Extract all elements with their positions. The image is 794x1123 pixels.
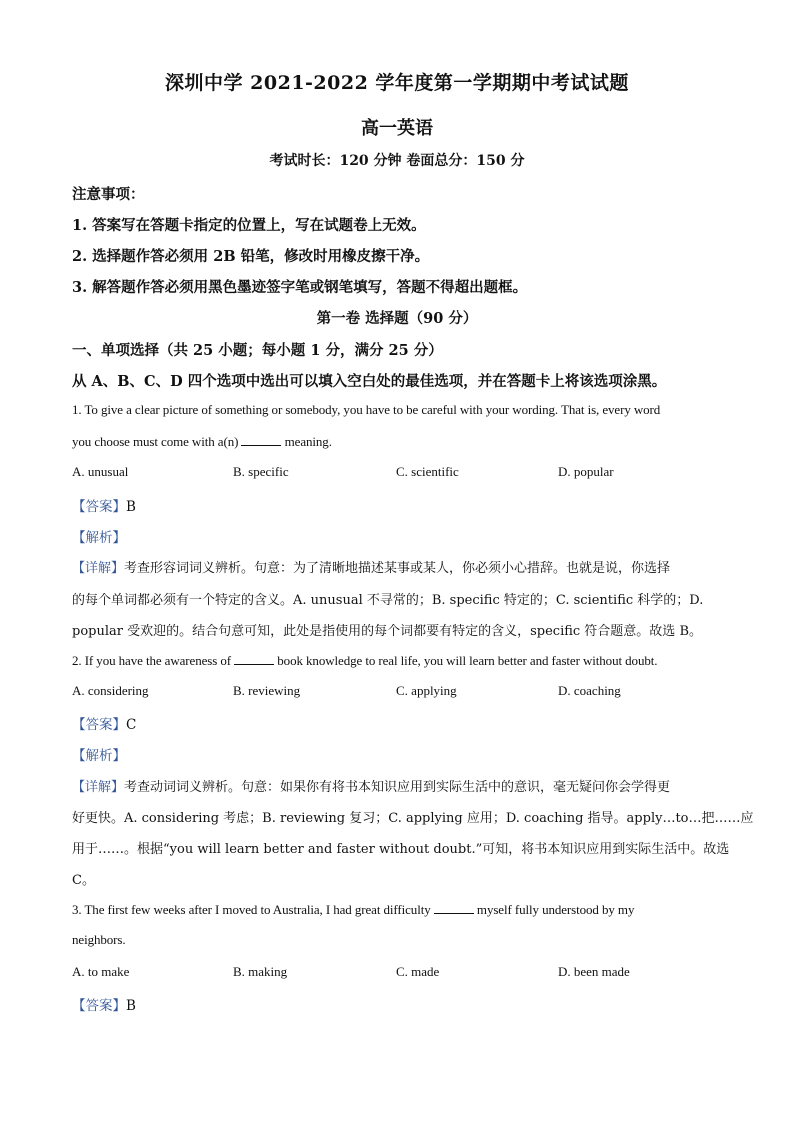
analysis-tag: 【解析】 [72, 748, 126, 764]
part-instruction: 从 A、B、C、D 四个选项中选出可以填入空白处的最佳选项，并在答题卡上将该选项涂黑。 [72, 373, 667, 390]
answer-value: C [126, 717, 137, 733]
question-stem: 2. If you have the awareness of book knowledge to real life, you will learn better and faster without doubt. [72, 653, 658, 668]
option-d: D. popular [558, 464, 614, 479]
option-b: B. reviewing [233, 683, 301, 698]
answer-blank [241, 433, 281, 446]
detail-line: 【详解】考查形容词词义辨析。句意：为了清晰地描述某事或某人，你必须小心措辞。也就是说，你选择 [72, 561, 671, 576]
part-heading: 一、单项选择（共 25 小题；每小题 1 分，满分 25 分） [72, 342, 443, 359]
detail-line: C。 [72, 873, 95, 888]
option-a: A. considering [72, 683, 149, 698]
option-b: B. specific [233, 464, 289, 479]
volume-heading: 第一卷 选择题（90 分） [316, 310, 478, 327]
detail-line: popular 受欢迎的。结合句意可知，此处是指使用的每个词都要有特定的含义，specific 符合题意。故选 B。 [72, 624, 702, 639]
option-c: C. applying [396, 683, 457, 698]
analysis-tag: 【解析】 [72, 530, 126, 546]
option-d: D. coaching [558, 683, 621, 698]
detail-line: 用于……。根据“you will learn better and faster without doubt.”可知，将书本知识应用到实际生活中。故选 [72, 842, 730, 857]
answer-tag: 【答案】 [72, 998, 126, 1014]
note-item: 3. 解答题作答必须用黑色墨迹签字笔或钢笔填写，答题不得超出题框。 [72, 279, 528, 296]
option-c: C. made [396, 964, 440, 979]
notes-heading: 注意事项： [72, 186, 145, 203]
option-d: D. been made [558, 964, 630, 979]
exam-subtitle: 高一英语 [361, 118, 433, 139]
answer-blank [234, 652, 274, 665]
detail-tag: 【详解】 [72, 561, 125, 576]
question-stem: 1. To give a clear picture of something or somebody, you have to be careful with your wording. That is, every word [72, 402, 661, 417]
answer-tag: 【答案】 [72, 717, 126, 733]
option-c: C. scientific [396, 464, 459, 479]
question-stem: 3. The first few weeks after I moved to Australia, I had great difficulty myself fully understood by my [72, 902, 635, 917]
answer-value: B [126, 499, 136, 515]
detail-tag: 【详解】 [72, 780, 125, 795]
option-a: A. unusual [72, 464, 129, 479]
detail-line: 的每个单词都必须有一个特定的含义。A. unusual 不寻常的；B. specific 特定的；C. scientific 科学的；D. [72, 593, 704, 608]
exam-meta: 考试时长：120 分钟 卷面总分：150 分 [269, 153, 525, 169]
answer-blank [434, 901, 474, 914]
answer-line [72, 495, 136, 515]
answer-line [72, 994, 136, 1014]
question-stem: neighbors. [72, 932, 126, 947]
answer-line [72, 713, 136, 733]
detail-line: 【详解】考查动词词义辨析。句意：如果你有将书本知识应用到实际生活中的意识，毫无疑问你会学得更 [72, 780, 671, 795]
exam-title: 深圳中学 2021-2022 学年度第一学期期中考试试题 [165, 72, 629, 94]
option-a: A. to make [72, 964, 130, 979]
option-b: B. making [233, 964, 288, 979]
note-item: 2. 选择题作答必须用 2B 铅笔，修改时用橡皮擦干净。 [72, 248, 430, 265]
detail-line: 好更快。A. considering 考虑；B. reviewing 复习；C. applying 应用；D. coaching 指导。apply…to…把……应 [72, 811, 754, 826]
note-item: 1. 答案写在答题卡指定的位置上，写在试题卷上无效。 [72, 217, 426, 234]
answer-value: B [126, 998, 136, 1014]
answer-tag: 【答案】 [72, 499, 126, 515]
question-stem: you choose must come with a(n) meaning. [72, 434, 332, 449]
